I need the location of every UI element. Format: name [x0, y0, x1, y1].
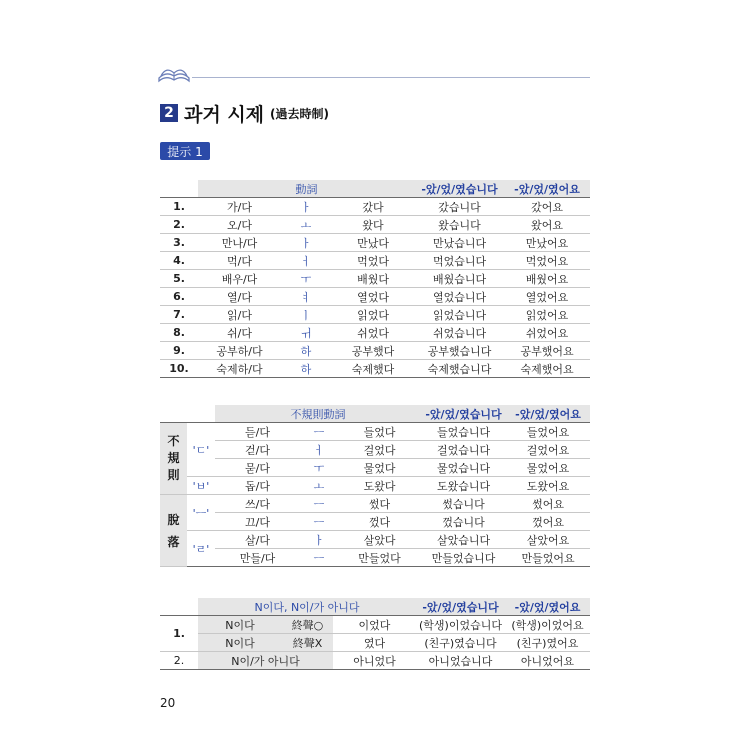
table-row: [160, 652, 590, 670]
table-row: [160, 198, 590, 216]
polite-cell: 걸었어요: [506, 441, 590, 459]
vowel-cell: ㅡ: [300, 549, 338, 567]
verb-cell: 열/다: [198, 288, 281, 306]
verb-cell: 만들/다: [215, 549, 300, 567]
row-number: 7.: [160, 306, 198, 324]
verb-cell: 먹/다: [198, 252, 281, 270]
sub-label-r: 'ㄹ': [187, 531, 215, 567]
table-row: [160, 549, 590, 567]
header-verb: N이다, N이/가 아니다: [198, 598, 416, 616]
polite-cell: 숙제했어요: [504, 360, 590, 378]
row-number: 1.: [160, 616, 198, 652]
verb-cell: 듣/다: [215, 423, 300, 441]
row-number: 2.: [160, 652, 198, 670]
formal-cell: 만났습니다: [415, 234, 504, 252]
header-formal: -았/었/였습니다: [416, 598, 505, 616]
formal-cell: 썼습니다: [421, 495, 506, 513]
vowel-cell: 하: [281, 360, 331, 378]
past-cell: 배웠다: [331, 270, 415, 288]
table-row: [160, 477, 590, 495]
polite-cell: 도왔어요: [506, 477, 590, 495]
header-formal: -았/었/였습니다: [421, 405, 506, 423]
noun-predicate-table: [160, 598, 590, 670]
polite-cell: 살았어요: [506, 531, 590, 549]
verb-cell: 배우/다: [198, 270, 281, 288]
past-cell: 썼다: [338, 495, 421, 513]
verb-cell: 살/다: [215, 531, 300, 549]
irregular-verb-table: [160, 405, 590, 567]
polite-cell: 들었어요: [506, 423, 590, 441]
formal-cell: 아니었습니다: [416, 652, 505, 670]
table-row: [160, 270, 590, 288]
past-cell: 먹었다: [331, 252, 415, 270]
formal-cell: (친구)였습니다: [416, 634, 505, 652]
past-cell: 이었다: [333, 616, 416, 634]
group-label-drop: [160, 495, 187, 567]
page-number: 20: [160, 696, 176, 710]
verb-cell: 쉬/다: [198, 324, 281, 342]
formal-cell: 쉬었습니다: [415, 324, 504, 342]
polite-cell: 물었어요: [506, 459, 590, 477]
sub-label-eu: 'ㅡ': [187, 495, 215, 531]
group-char: 脫: [167, 512, 180, 527]
verb-cell: 걷/다: [215, 441, 300, 459]
verb-cell: 오/다: [198, 216, 281, 234]
vowel-cell: ㅏ: [300, 531, 338, 549]
verb-cell: 공부하/다: [198, 342, 281, 360]
formal-cell: 걸었습니다: [421, 441, 506, 459]
table-row: [160, 495, 590, 513]
formal-cell: 물었습니다: [421, 459, 506, 477]
vowel-cell: ㅏ: [281, 198, 331, 216]
table-row: [160, 423, 590, 441]
polite-cell: 먹었어요: [504, 252, 590, 270]
table-row: [160, 306, 590, 324]
header-empty: [160, 598, 198, 616]
polite-cell: 갔어요: [504, 198, 590, 216]
vowel-cell: ㅗ: [300, 477, 338, 495]
formal-cell: 껐습니다: [421, 513, 506, 531]
polite-cell: 읽었어요: [504, 306, 590, 324]
header-polite: -았/었/였어요: [505, 598, 590, 616]
group-label-irregular: [160, 423, 187, 495]
verb-cell: 만나/다: [198, 234, 281, 252]
polite-cell: 아니었어요: [505, 652, 590, 670]
table-row: [160, 513, 590, 531]
vowel-cell: ㅜ: [281, 270, 331, 288]
table-row: [160, 616, 590, 634]
verb-cell: 돕/다: [215, 477, 300, 495]
past-cell: 읽었다: [331, 306, 415, 324]
formal-cell: 열었습니다: [415, 288, 504, 306]
polite-cell: 공부했어요: [504, 342, 590, 360]
past-cell: 살았다: [338, 531, 421, 549]
table-header-row: [160, 180, 590, 198]
formal-cell: 들었습니다: [421, 423, 506, 441]
past-cell: 왔다: [331, 216, 415, 234]
vowel-cell: ㅓ: [300, 441, 338, 459]
row-number: 4.: [160, 252, 198, 270]
regular-verb-table: [160, 180, 590, 378]
row-number: 6.: [160, 288, 198, 306]
verb-cell: 끄/다: [215, 513, 300, 531]
polite-cell: 열었어요: [504, 288, 590, 306]
group-char: 不: [167, 434, 180, 448]
polite-cell: 왔어요: [504, 216, 590, 234]
verb-cell: 숙제하/다: [198, 360, 281, 378]
header-empty: [187, 405, 215, 423]
verb-cell: 읽/다: [198, 306, 281, 324]
vowel-cell: ㅗ: [281, 216, 331, 234]
header-polite: -았/었/였어요: [506, 405, 590, 423]
row-number: 3.: [160, 234, 198, 252]
vowel-cell: ㅣ: [281, 306, 331, 324]
past-cell: 들었다: [338, 423, 421, 441]
table-row: [160, 459, 590, 477]
group-char: 規: [167, 451, 180, 465]
section-subtitle: (過去時制): [270, 106, 330, 121]
header-formal: -았/었/였습니다: [415, 180, 504, 198]
polite-cell: 쉬었어요: [504, 324, 590, 342]
past-cell: 아니었다: [333, 652, 416, 670]
row-number: 10.: [160, 360, 198, 378]
formal-cell: (학생)이었습니다: [416, 616, 505, 634]
group-char: 則: [167, 468, 180, 482]
vowel-cell: ㅕ: [281, 288, 331, 306]
table-row: [160, 288, 590, 306]
hint-badge: 提示 1: [160, 142, 210, 160]
vowel-cell: ㅡ: [300, 423, 338, 441]
sub-label-d: 'ㄷ': [187, 423, 215, 477]
polite-cell: (친구)였어요: [505, 634, 590, 652]
past-cell: 도왔다: [338, 477, 421, 495]
past-cell: 열었다: [331, 288, 415, 306]
table-row: [160, 342, 590, 360]
past-cell: 공부했다: [331, 342, 415, 360]
form-cell: N이다: [198, 616, 282, 634]
row-number: 9.: [160, 342, 198, 360]
polite-cell: (학생)이었어요: [505, 616, 590, 634]
row-number: 8.: [160, 324, 198, 342]
header-polite: -았/었/였어요: [504, 180, 590, 198]
vowel-cell: ㅓ: [281, 252, 331, 270]
form-cell: N이다: [198, 634, 282, 652]
table-row: [160, 360, 590, 378]
section-number: 2: [160, 104, 178, 122]
past-cell: 만들었다: [338, 549, 421, 567]
verb-cell: 쓰/다: [215, 495, 300, 513]
row-number: 5.: [160, 270, 198, 288]
condition-cell: 終聲X: [282, 634, 333, 652]
formal-cell: 살았습니다: [421, 531, 506, 549]
table-row: [160, 234, 590, 252]
polite-cell: 껐어요: [506, 513, 590, 531]
header-empty: [160, 180, 198, 198]
vowel-cell: ㅟ: [281, 324, 331, 342]
formal-cell: 만들었습니다: [421, 549, 506, 567]
header-verb: 動詞: [198, 180, 415, 198]
table-row: [160, 324, 590, 342]
past-cell: 물었다: [338, 459, 421, 477]
table-header-row: [160, 598, 590, 616]
vowel-cell: ㅜ: [300, 459, 338, 477]
verb-cell: 묻/다: [215, 459, 300, 477]
verb-cell: 가/다: [198, 198, 281, 216]
table-row: [160, 216, 590, 234]
vowel-cell: ㅏ: [281, 234, 331, 252]
row-number: 2.: [160, 216, 198, 234]
book-icon: [156, 60, 192, 88]
polite-cell: 배웠어요: [504, 270, 590, 288]
formal-cell: 도왔습니다: [421, 477, 506, 495]
past-cell: 껐다: [338, 513, 421, 531]
polite-cell: 만났어요: [504, 234, 590, 252]
vowel-cell: ㅡ: [300, 513, 338, 531]
formal-cell: 숙제했습니다: [415, 360, 504, 378]
table-row: [160, 634, 590, 652]
header-verb: 不規則動詞: [215, 405, 421, 423]
table-row: [160, 531, 590, 549]
section-title: [160, 100, 329, 126]
polite-cell: 만들었어요: [506, 549, 590, 567]
header-rule: [192, 77, 590, 78]
past-cell: 였다: [333, 634, 416, 652]
polite-cell: 썼어요: [506, 495, 590, 513]
past-cell: 쉬었다: [331, 324, 415, 342]
vowel-cell: 하: [281, 342, 331, 360]
formal-cell: 공부했습니다: [415, 342, 504, 360]
formal-cell: 왔습니다: [415, 216, 504, 234]
table-row: [160, 252, 590, 270]
past-cell: 숙제했다: [331, 360, 415, 378]
section-title-text: 과거 시제: [184, 103, 265, 126]
formal-cell: 배웠습니다: [415, 270, 504, 288]
sub-label-b: 'ㅂ': [187, 477, 215, 495]
table-row: [160, 441, 590, 459]
condition-cell: 終聲○: [282, 616, 333, 634]
group-char: 落: [167, 534, 180, 549]
past-cell: 걸었다: [338, 441, 421, 459]
past-cell: 만났다: [331, 234, 415, 252]
form-cell: N이/가 아니다: [198, 652, 333, 670]
formal-cell: 먹었습니다: [415, 252, 504, 270]
vowel-cell: ㅡ: [300, 495, 338, 513]
row-number: 1.: [160, 198, 198, 216]
table-header-row: [160, 405, 590, 423]
past-cell: 갔다: [331, 198, 415, 216]
formal-cell: 읽었습니다: [415, 306, 504, 324]
header-empty: [160, 405, 187, 423]
formal-cell: 갔습니다: [415, 198, 504, 216]
